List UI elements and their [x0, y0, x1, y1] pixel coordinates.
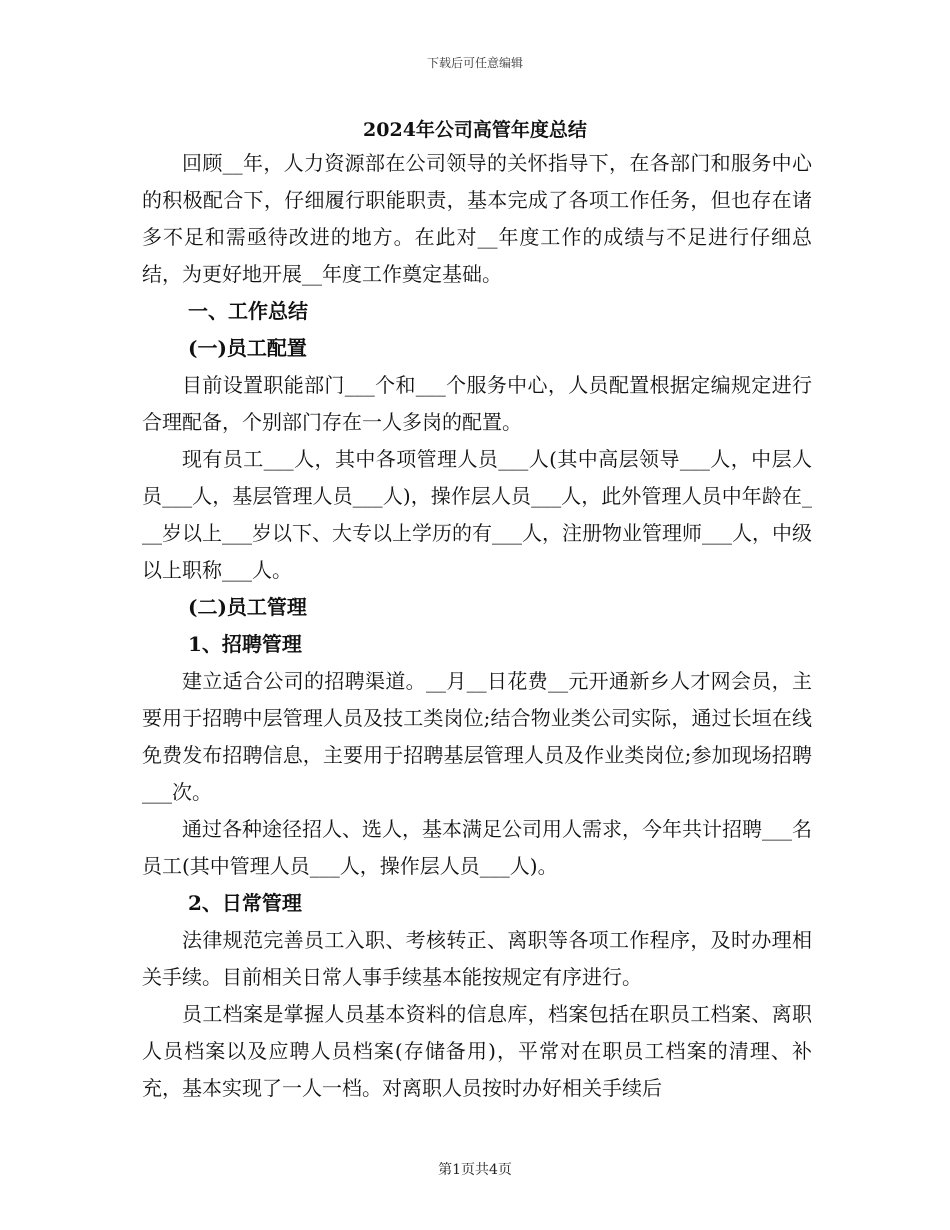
subsection-heading: (二)员工管理: [188, 595, 307, 619]
paragraph: 法律规范完善员工入职、考核转正、离职等各项工作程序，及时办理相关手续。目前相关日常人事手续基本能按规定有序进行。: [142, 928, 812, 989]
section-heading: 一、工作总结: [188, 299, 308, 323]
paragraph: 现有员工___人，其中各项管理人员___人(其中高层领导___人，中层人员___人，基层管理人员___人)，操作层人员___人，此外管理人员中年龄在___岁以上___岁以下、大专以上学历的有___人，注册物业管理师___人，中级以上职称___人。: [142, 447, 812, 582]
paragraph: 员工档案是掌握人员基本资料的信息库，档案包括在职员工档案、离职人员档案以及应聘人员档案(存储备用)，平常对在职员工档案的清理、补充，基本实现了一人一档。对离职人员按时办好相关手续后: [142, 1002, 812, 1100]
page-header: 下载后可任意编辑: [426, 56, 523, 70]
paragraph: 建立适合公司的招聘渠道。__月__日花费__元开通新乡人才网会员，主要用于招聘中层管理人员及技工类岗位;结合物业类公司实际，通过长垣在线免费发布招聘信息，主要用于招聘基层管理人员及作业类岗位;参加现场招聘___次。: [142, 669, 812, 804]
paragraph: 目前设置职能部门___个和___个服务中心，人员配置根据定编规定进行合理配备，个别部门存在一人多岗的配置。: [142, 373, 812, 434]
document-title: 2024年公司高管年度总结: [363, 119, 587, 141]
paragraph: 通过各种途径招人、选人，基本满足公司用人需求，今年共计招聘___名员工(其中管理人员___人，操作层人员___人)。: [142, 817, 812, 878]
subsection-heading: 2、日常管理: [188, 891, 302, 915]
paragraph: 回顾__年，人力资源部在公司领导的关怀指导下，在各部门和服务中心的积极配合下，仔细履行职能职责，基本完成了各项工作任务，但也存在诸多不足和需亟待改进的地方。在此对__年度工作的成绩与不足进行仔细总结，为更好地开展__年度工作奠定基础。: [142, 151, 812, 286]
subsection-heading: 1、招聘管理: [188, 632, 302, 656]
subsection-heading: (一)员工配置: [188, 336, 307, 360]
document-body: [142, 145, 812, 1107]
page-footer: 第1页共4页: [438, 1162, 512, 1178]
